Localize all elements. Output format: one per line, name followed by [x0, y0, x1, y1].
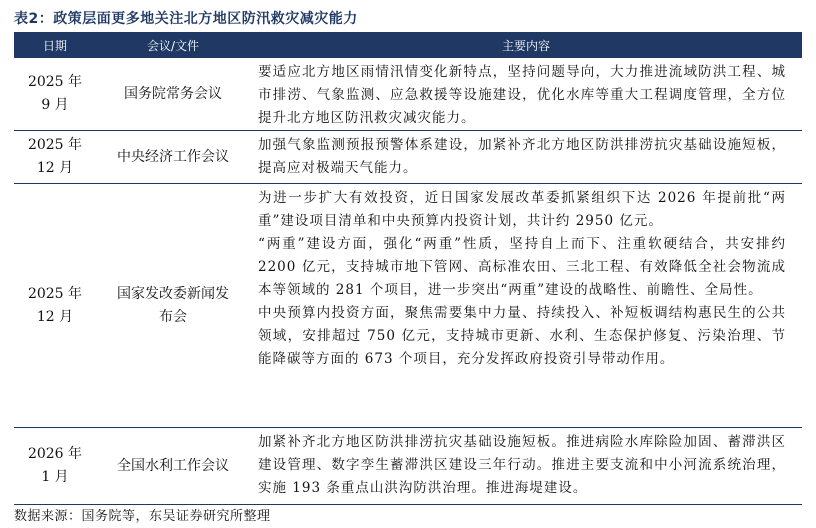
table-title: 表2：政策层面更多地关注北方地区防汛救灾减灾能力 — [14, 11, 358, 27]
row-date: 2026 年 1 月 — [27, 446, 83, 485]
header-meeting: 会议/文件 — [146, 38, 200, 53]
row-date: 2025 年 9 月 — [27, 74, 83, 113]
header-content: 主要内容 — [501, 38, 550, 53]
row-content — [250, 131, 802, 183]
source-note: 数据来源：国务院等，东吴证券研究所整理 — [14, 509, 271, 524]
table-row — [14, 131, 802, 184]
content-paragraph: 加紧补齐北方地区防洪排涝抗灾基础设施短板。推进病险水库除险加固、蓄滞洪区建设管理、数字孪生蓄滞洪区建设三年行动。推进主要支流和中小河流系统治理，实施 193 条重点山洪沟防洪治理。推进海堤建设。 — [258, 434, 786, 496]
row-content — [250, 428, 802, 504]
policy-table — [14, 32, 802, 505]
table-header-row — [14, 32, 802, 58]
header-date: 日期 — [42, 38, 67, 53]
row-meeting: 全国水利工作会议 — [117, 457, 229, 474]
content-paragraph: “两重”建设方面，强化“两重”性质，坚持自上而下、注重软硬结合，共安排约 2200 亿元，支持城市地下管网、高标准农田、三北工程、有效降低全社会物流成本等领域的 281 个项目，进一步突出“两重”建设的战略性、前瞻性、全局性。 — [258, 236, 786, 298]
row-meeting: 国务院常务会议 — [124, 85, 222, 102]
table-row — [14, 428, 802, 505]
table-row — [14, 58, 802, 131]
row-meeting: 国家发改委新闻发 布会 — [117, 285, 229, 325]
row-content — [250, 58, 802, 130]
content-paragraph: 中央预算内投资方面，聚焦需要集中力量、持续投入、补短板调结构惠民生的公共领域，安排超过 750 亿元，支持城市更新、水利、生态保护修复、污染治理、节能降碳等方面的 673 个项目，充分发挥政府投资引导带动作用。 — [258, 305, 786, 367]
row-meeting: 中央经济工作会议 — [117, 148, 229, 165]
content-paragraph: 加强气象监测预报预警体系建设，加紧补齐北方地区防洪排涝抗灾基础设施短板，提高应对极端天气能力。 — [258, 137, 786, 176]
row-content — [250, 184, 802, 427]
content-paragraph: 为进一步扩大有效投资，近日国家发展改革委抓紧组织下达 2026 年提前批“两重”建设项目清单和中央预算内投资计划，共计约 2950 亿元。 — [258, 190, 786, 229]
table-row — [14, 184, 802, 428]
row-date: 2025 年 12 月 — [27, 137, 83, 176]
content-paragraph: 要适应北方地区雨情汛情变化新特点，坚持问题导向，大力推进流域防洪工程、城市排涝、气象监测、应急救援等设施建设，优化水库等重大工程调度管理，全方位提升北方地区防汛救灾减灾能力。 — [258, 64, 786, 126]
row-date: 2025 年 12 月 — [27, 285, 83, 325]
